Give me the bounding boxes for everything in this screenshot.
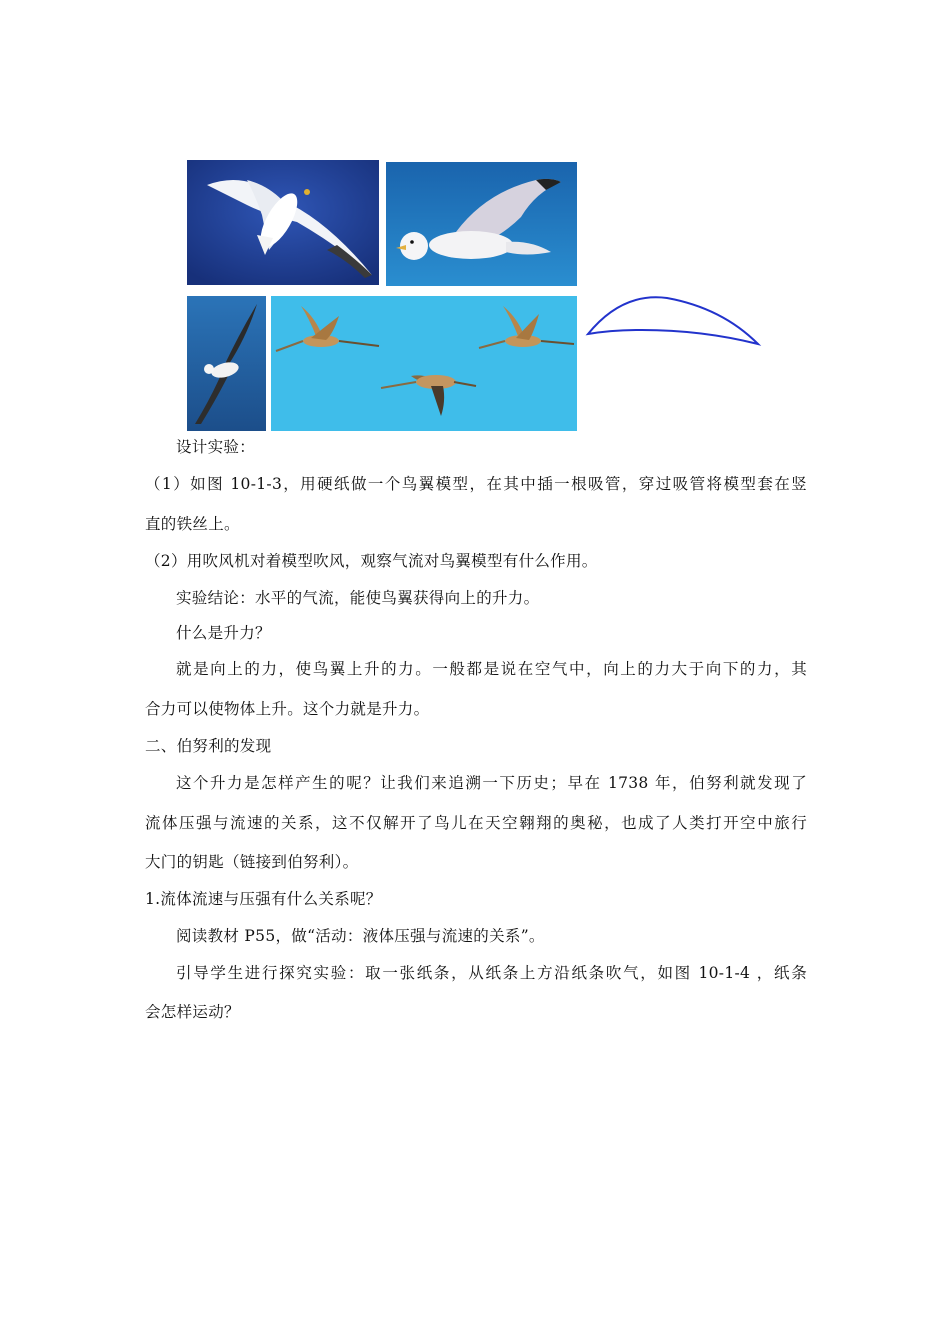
cranes-flying-photo xyxy=(271,296,577,431)
step1-line2: 直的铁丝上。 xyxy=(145,515,240,533)
history-line2: 流体压强与流速的关系，这不仅解开了鸟儿在天空翱翔的奥秘，也成了人类打开空中旅行 xyxy=(145,814,807,832)
step1-line1: （1）如图 10-1-3，用硬纸做一个鸟翼模型，在其中插一根吸管，穿过吸管将模型套在竖 xyxy=(145,475,807,493)
albatross-photo xyxy=(187,296,266,431)
gull-soaring-photo xyxy=(187,160,379,285)
design-experiment-heading: 设计实验： xyxy=(176,438,256,456)
guide-line2: 会怎样运动？ xyxy=(145,1003,240,1021)
lift-answer-line1: 就是向上的力，使鸟翼上升的力。一般都是说在空气中，向上的力大于向下的力，其 xyxy=(176,660,807,678)
gull-gliding-photo xyxy=(386,162,577,286)
history-line3: 大门的钥匙（链接到伯努利）。 xyxy=(145,853,359,871)
history-line1: 这个升力是怎样产生的呢？让我们来追溯一下历史；早在 1738 年，伯努利就发现了 xyxy=(176,774,807,792)
step2-text: （2）用吹风机对着模型吹风，观察气流对鸟翼模型有什么作用。 xyxy=(145,552,598,570)
reading-instruction: 阅读教材 P55，做“活动：液体压强与流速的关系”。 xyxy=(176,927,545,945)
section2-heading: 二、伯努利的发现 xyxy=(145,737,272,755)
guide-line1: 引导学生进行探究实验：取一张纸条，从纸条上方沿纸条吹气，如图 10-1-4 ，纸条 xyxy=(176,964,807,982)
airfoil-diagram xyxy=(582,290,762,350)
lift-answer-line2: 合力可以使物体上升。这个力就是升力。 xyxy=(145,700,430,718)
subsection1-heading: 1.流体流速与压强有什么关系呢？ xyxy=(145,890,382,908)
lift-question: 什么是升力？ xyxy=(176,624,271,642)
experiment-conclusion: 实验结论：水平的气流，能使鸟翼获得向上的升力。 xyxy=(176,589,540,607)
